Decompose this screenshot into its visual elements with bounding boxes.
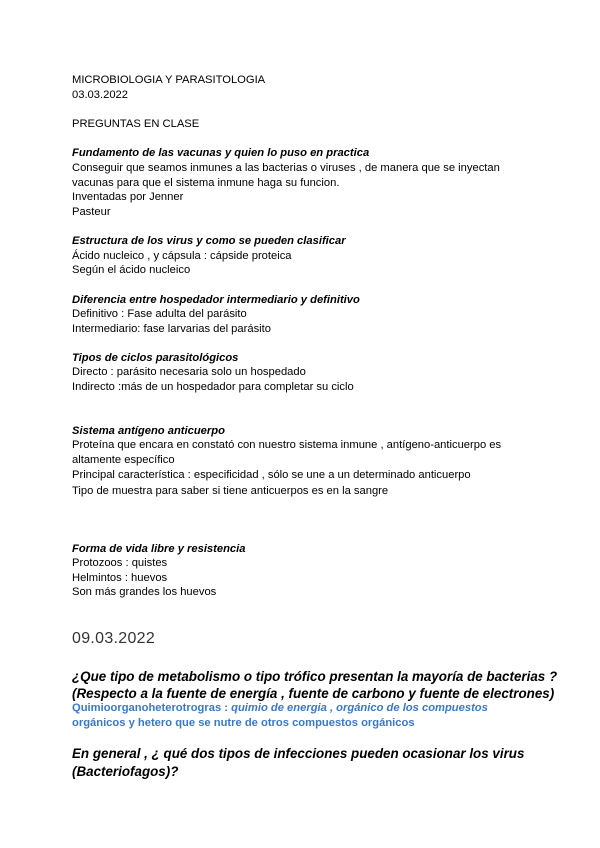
answer-line: Ácido nucleico , y cápsula : cápside proteica (72, 250, 292, 262)
highlighted-answer: orgánicos y hetero que se nutre de otros compuestos orgánicos (72, 717, 415, 729)
question-heading: En general , ¿ qué dos tipos de infecciones pueden ocasionar los virus (72, 746, 525, 761)
answer-line: Helmintos : huevos (72, 572, 168, 584)
answer-line: Tipo de muestra para saber si tiene anticuerpos es en la sangre (72, 485, 389, 497)
answer-line: Indirecto :más de un hospedador para completar su ciclo (72, 381, 354, 393)
answer-text: quimio de energia , orgánico de los compuestos (228, 702, 488, 714)
answer-line: Pasteur (72, 206, 111, 218)
answer-line: Directo : parásito necesaria solo un hospedado (72, 366, 306, 378)
question-heading: (Bacteriofagos)? (72, 764, 179, 779)
answer-line: altamente específico (72, 454, 175, 466)
question-heading: Estructura de los virus y como se pueden clasificar (72, 235, 346, 247)
question-heading: Forma de vida libre y resistencia (72, 543, 246, 555)
answer-line: vacunas para que el sistema inmune haga su funcion. (72, 177, 340, 189)
answer-term: Quimioorganoheterotrogras : (72, 702, 229, 714)
answer-line: Según el ácido nucleico (72, 264, 191, 276)
question-heading: Tipos de ciclos parasitológicos (72, 352, 239, 364)
question-heading: (Respecto a la fuente de energía , fuente de carbono y fuente de electrones) (72, 686, 555, 701)
answer-line: Principal característica : especificidad , sólo se une a un determinado anticuerpo (72, 469, 471, 481)
course-title: MICROBIOLOGIA Y PARASITOLOGIA (72, 74, 266, 86)
question-heading: Diferencia entre hospedador intermediario y definitivo (72, 294, 360, 306)
header-date: 03.03.2022 (72, 89, 128, 101)
answer-line: Proteína que encara en constató con nuestro sistema inmune , antígeno-anticuerpo es (72, 439, 502, 451)
highlighted-answer (72, 701, 488, 716)
answer-line: Intermediario: fase larvarias del parásito (72, 323, 271, 335)
session-date: 09.03.2022 (72, 630, 156, 647)
question-heading: Fundamento de las vacunas y quien lo puso en practica (72, 147, 370, 159)
question-heading: Sistema antígeno anticuerpo (72, 425, 225, 437)
answer-line: Inventadas por Jenner (72, 191, 184, 203)
answer-line: Protozoos : quistes (72, 557, 168, 569)
answer-line: Son más grandes los huevos (72, 586, 217, 598)
question-heading: ¿Que tipo de metabolismo o tipo trófico presentan la mayoría de bacterias ? (72, 669, 558, 684)
section-heading: PREGUNTAS EN CLASE (72, 118, 200, 130)
answer-line: Conseguir que seamos inmunes a las bacterias o viruses , de manera que se inyectan (72, 162, 500, 174)
answer-line: Definitivo : Fase adulta del parásito (72, 308, 247, 320)
